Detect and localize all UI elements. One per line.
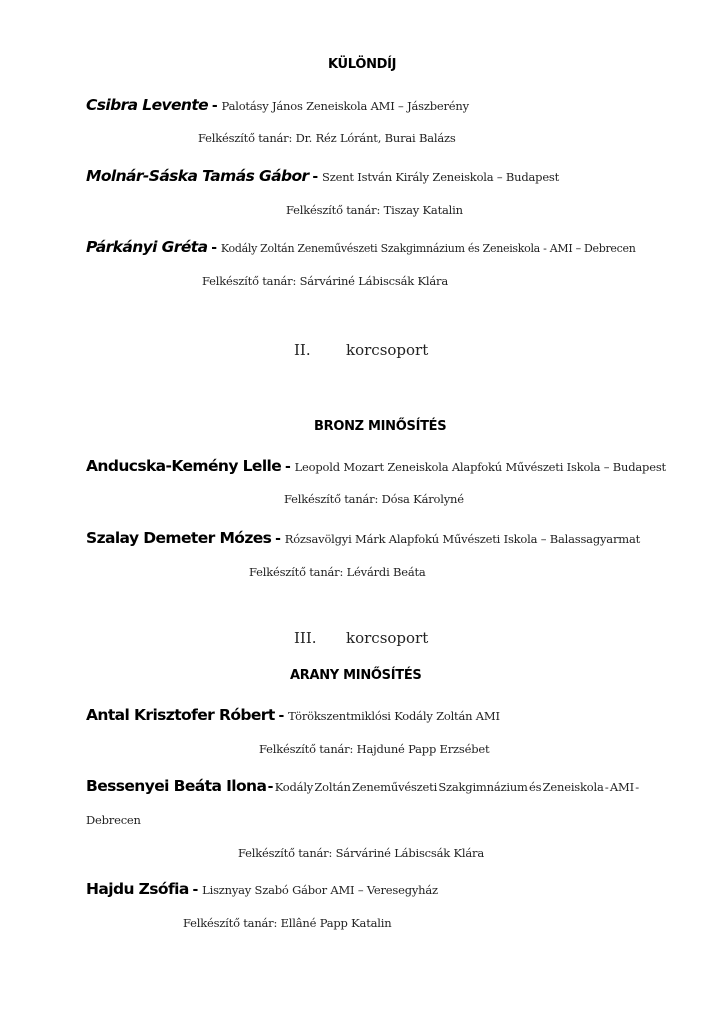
school-word: és <box>529 780 542 794</box>
teacher-line: Felkészítő tanár: Hajduné Papp Erzsébet <box>259 742 490 756</box>
student-name: Szalay Demeter Mózes <box>86 529 272 547</box>
section-heading-bronz: BRONZ MINŐSÍTÉS <box>314 419 447 434</box>
section-heading-kulondij: KÜLÖNDÍJ <box>328 57 397 72</box>
award-entry <box>86 96 469 114</box>
school-word: Zeneiskola <box>542 780 604 794</box>
school-word: Kodály <box>274 780 314 794</box>
name-separator: - <box>278 708 285 724</box>
teacher-line: Felkészítő tanár: Dósa Károlyné <box>284 492 464 506</box>
school-name: Törökszentmiklósi Kodály Zoltán AMI <box>288 709 500 723</box>
student-name: Molnár-Sáska Tamás Gábor <box>86 167 309 185</box>
age-group-text: korcsoport <box>346 629 429 647</box>
age-group-number: III. <box>294 629 317 647</box>
school-name: Lisznyay Szabó Gábor AMI – Veresegyház <box>202 883 438 897</box>
teacher-line: Felkészítő tanár: Sárváriné Lábiscsák Klára <box>238 846 484 860</box>
student-name: Bessenyei Beáta Ilona <box>86 777 267 795</box>
school-name: Kodály Zoltán Zeneművészeti Szakgimnázium és Zeneiskola - AMI – Debrecen <box>220 242 636 255</box>
student-name: Párkányi Gréta <box>86 238 208 256</box>
award-entry <box>86 529 640 547</box>
name-separator: - <box>284 459 291 475</box>
section-heading-arany: ARANY MINŐSÍTÉS <box>290 668 422 683</box>
student-name: Hajdu Zsófia <box>86 880 189 898</box>
teacher-line: Felkészítő tanár: Dr. Réz Lóránt, Burai Balázs <box>198 131 456 145</box>
student-name: Anducska-Kemény Lelle <box>86 457 282 475</box>
teacher-line: Felkészítő tanár: Ellâné Papp Katalin <box>183 916 392 930</box>
award-entry-justified <box>86 777 639 795</box>
school-word: - <box>604 780 609 794</box>
school-word: AMI <box>609 780 634 794</box>
school-name: Palotásy János Zeneiskola AMI – Jászberény <box>221 99 469 113</box>
award-entry <box>86 238 635 256</box>
school-name: Rózsavölgyi Márk Alapfokú Művészeti Iskola – Balassagyarmat <box>284 532 641 546</box>
age-group-label <box>294 629 428 647</box>
student-name: Antal Krisztofer Róbert <box>86 706 275 724</box>
age-group-label <box>294 341 428 359</box>
teacher-line: Felkészítő tanár: Sárváriné Lábiscsák Klára <box>202 274 448 288</box>
school-word: Zoltán <box>314 780 351 794</box>
award-entry <box>86 880 438 898</box>
age-group-number: II. <box>294 341 311 359</box>
name-separator: - <box>275 531 281 547</box>
award-entry <box>86 167 559 185</box>
school-word: Szakgimnázium <box>438 780 528 794</box>
age-group-text: korcsoport <box>346 341 429 359</box>
name-separator: - <box>211 240 218 256</box>
teacher-line: Felkészítő tanár: Tiszay Katalin <box>286 203 463 217</box>
teacher-line: Felkészítő tanár: Lévárdi Beáta <box>249 565 426 579</box>
name-separator: - <box>211 98 218 114</box>
name-separator: - <box>267 779 274 795</box>
name-separator: - <box>192 882 199 898</box>
student-name: Csibra Levente <box>86 96 209 114</box>
school-name: Leopold Mozart Zeneiskola Alapfokú Művészeti Iskola – Budapest <box>294 460 666 474</box>
name-separator: - <box>312 169 319 185</box>
school-word: - <box>635 780 639 794</box>
school-word: Zeneművészeti <box>351 780 438 794</box>
award-entry <box>86 706 500 724</box>
award-entry <box>86 457 666 475</box>
school-name: Szent István Király Zeneiskola – Budapest <box>322 170 560 184</box>
school-name-continued: Debrecen <box>86 813 141 827</box>
